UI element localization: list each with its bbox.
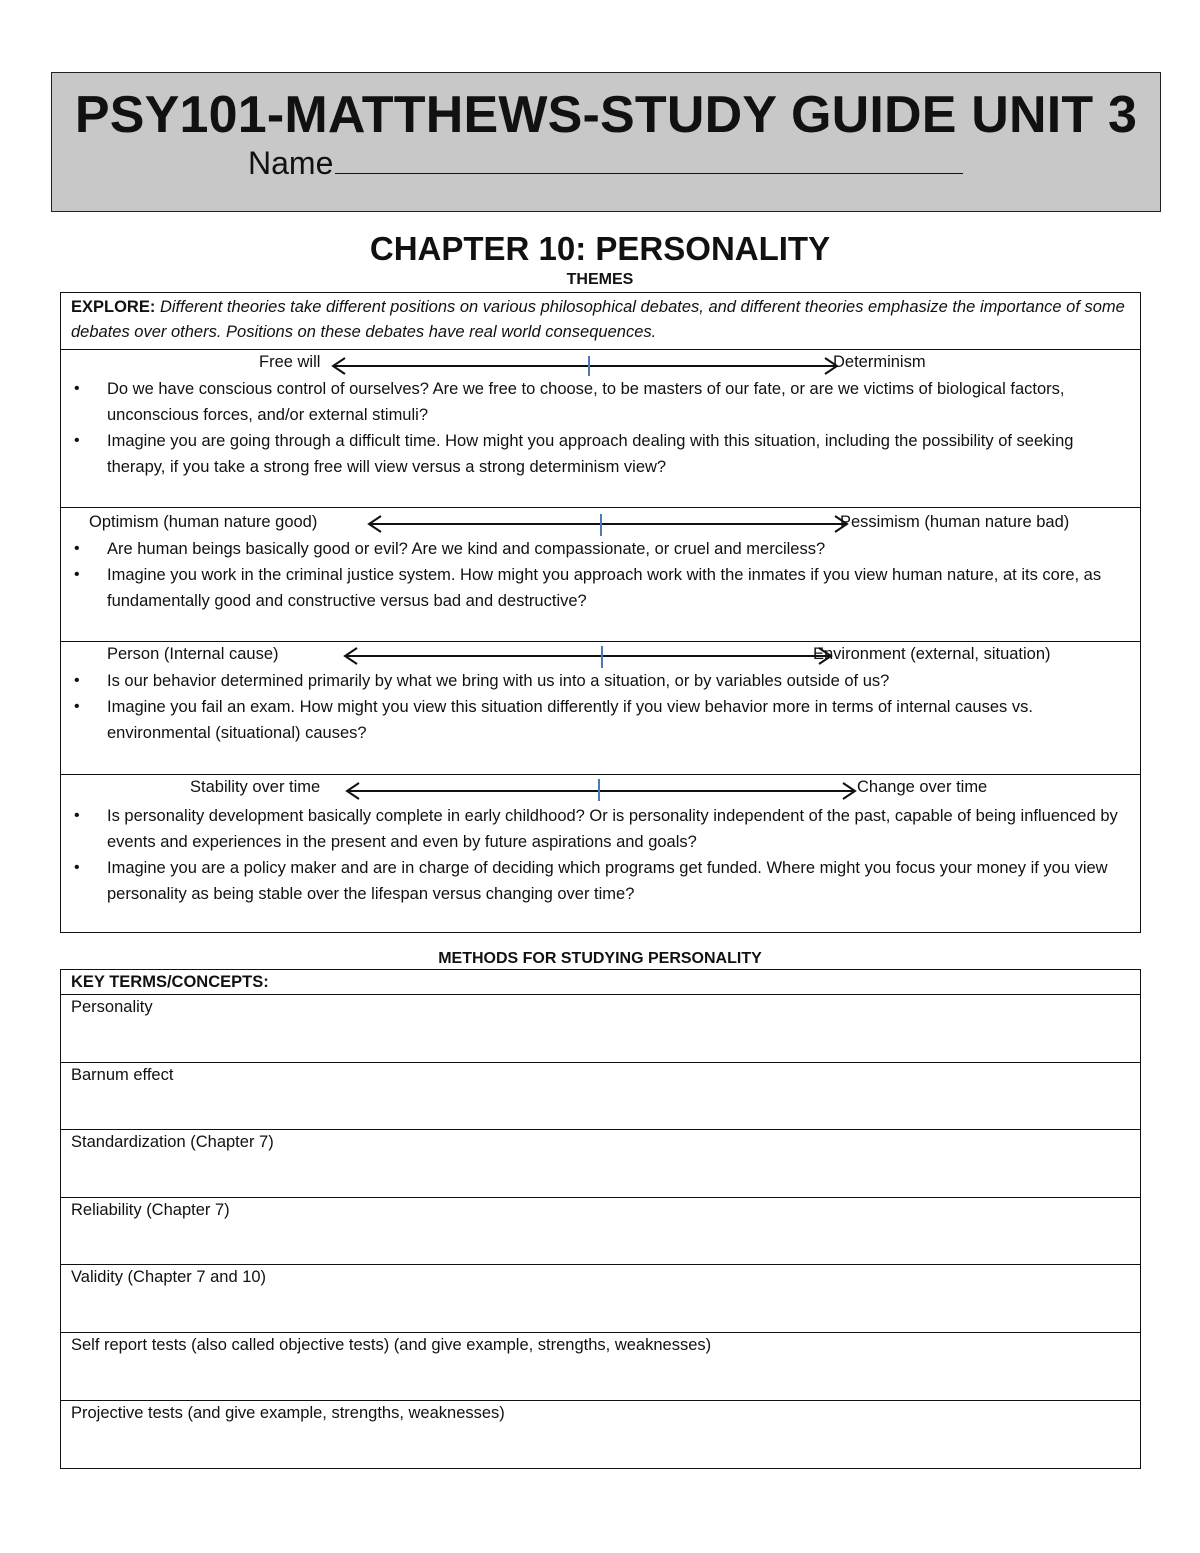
term-row-reliability[interactable]: Reliability (Chapter 7): [61, 1198, 1140, 1266]
name-field: [248, 143, 963, 182]
document-title: PSY101-MATTHEWS-STUDY GUIDE UNIT 3: [74, 86, 1138, 144]
debate-person-environment: [61, 642, 1140, 775]
name-label: Name: [248, 145, 334, 181]
question-list: [61, 668, 1140, 746]
double-arrow-icon: [61, 350, 1142, 376]
explore-label: EXPLORE:: [71, 298, 156, 316]
list-item: • Do we have conscious control of ourselves? Are we free to choose, to be masters of our fate, or are we victims of biological factors, unconscious forces, and/or external stimuli?: [107, 376, 1120, 428]
chapter-title: CHAPTER 10: PERSONALITY: [369, 230, 831, 267]
list-item: • Imagine you are a policy maker and are in charge of deciding which programs get funded. Where might you focus your money if you view personality as being stable over the lifespan versus changing over time?: [107, 855, 1120, 907]
axis-right-label: Determinism: [833, 353, 926, 371]
explore-text: Different theories take different positions on various philosophical debates, and different theories emphasize the importance of some debates over others. Positions on these debates have real world consequences.: [71, 298, 1125, 341]
methods-heading: METHODS FOR STUDYING PERSONALITY: [438, 950, 762, 967]
axis-right-label: Pessimism (human nature bad): [840, 513, 1070, 531]
list-item: • Imagine you fail an exam. How might you view this situation differently if you view behavior more in terms of internal causes vs. environmental (situational) causes?: [107, 694, 1120, 746]
debate-axis: [61, 510, 1140, 536]
debate-stability-change: [61, 775, 1140, 932]
list-item: • Imagine you work in the criminal justice system. How might you approach work with the inmates if you view human nature, at its core, as fundamentally good and constructive versus bad and destructive?: [107, 562, 1120, 614]
key-terms-header: KEY TERMS/CONCEPTS:: [61, 970, 1140, 995]
header-box: [51, 72, 1161, 212]
question-list: [61, 376, 1140, 480]
axis-left-label: Free will: [259, 353, 321, 371]
list-item: • Are human beings basically good or evil? Are we kind and compassionate, or cruel and merciless?: [107, 536, 1120, 562]
explore-cell: [61, 293, 1140, 350]
term-row-self-report-tests[interactable]: Self report tests (also called objective tests) (and give example, strengths, weaknesses): [61, 1333, 1140, 1401]
axis-right-label: Change over time: [857, 778, 988, 796]
question-list: [61, 801, 1140, 907]
debate-axis: [61, 775, 1140, 801]
name-blank-line[interactable]: [335, 143, 963, 174]
axis-left-label: Stability over time: [190, 778, 321, 796]
list-item: • Imagine you are going through a difficult time. How might you approach dealing with this situation, including the possibility of seeking therapy, if you take a strong free will view versus a strong determinism view?: [107, 428, 1120, 480]
axis-left-label: Person (Internal cause): [107, 645, 279, 663]
themes-heading: THEMES: [566, 271, 634, 288]
list-item: • Is personality development basically complete in early childhood? Or is personality independent of the past, capable of being influenced by events and experiences in the present and even by future aspirations and goals?: [107, 803, 1120, 855]
term-row-standardization[interactable]: Standardization (Chapter 7): [61, 1130, 1140, 1198]
axis-right-label: Environment (external, situation): [813, 645, 1051, 663]
methods-table: [60, 969, 1141, 1469]
term-row-barnum-effect[interactable]: Barnum effect: [61, 1063, 1140, 1131]
debate-axis: [61, 642, 1140, 668]
debate-free-will: [61, 350, 1140, 508]
debate-optimism: [61, 510, 1140, 642]
term-row-projective-tests[interactable]: Projective tests (and give example, strengths, weaknesses): [71, 1403, 505, 1422]
question-list: [61, 536, 1140, 614]
list-item: • Is our behavior determined primarily by what we bring with us into a situation, or by variables outside of us?: [107, 668, 1120, 694]
debate-axis: [61, 350, 1140, 376]
term-row-personality[interactable]: Personality: [61, 995, 1140, 1063]
themes-table: [60, 292, 1141, 933]
term-row-validity[interactable]: Validity (Chapter 7 and 10): [61, 1265, 1140, 1333]
axis-left-label: Optimism (human nature good): [89, 513, 318, 531]
